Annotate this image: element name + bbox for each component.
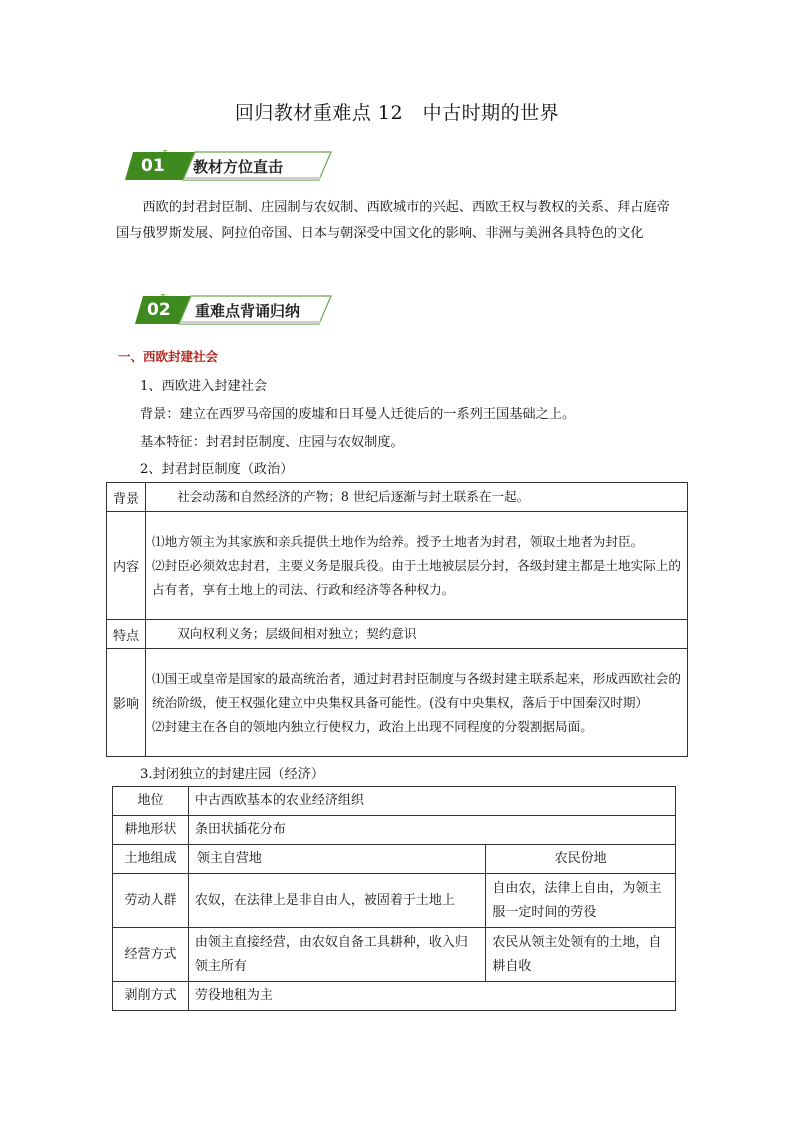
page-title: 回归教材重难点 12 中古时期的世界 [234,102,560,124]
row-key: 特点 [107,620,146,649]
section-label: 重难点背诵归纳 [195,302,301,320]
table-row [107,512,688,620]
row-value [146,483,688,512]
section1-text: 西欧的封君封臣制、庄园制与农奴制、西欧城市的兴起、西欧王权与教权的关系、拜占庭帝国与俄罗斯发展、阿拉伯帝国、日本与朝深受中国文化的影响、非洲与美洲各具特色的文化 [116,200,670,241]
section-number: 02 [147,300,171,320]
cell-serfs: 农奴，在法律上是非自由人，被固着于土地上 [188,874,485,928]
cell-free-peasants: 自由农，法律上自由，为领主服一定时间的劳役 [486,874,676,928]
section-badge-01 [125,150,335,182]
row-key: 背景 [107,483,146,512]
item2: 2、封君封臣制度（政治） [140,462,294,477]
row-line: 社会动荡和自然经济的产物；8 世纪后逐渐与封土联系在一起。 [152,489,530,504]
part1-heading: 一、西欧封建社会 [118,349,219,364]
table-row [113,816,676,845]
row-key: 影响 [107,649,146,757]
table-row [113,874,676,928]
table-row [113,928,676,982]
table-row [107,483,688,512]
row-key: 土地组成 [113,845,189,874]
row-value: 条田状插花分布 [188,816,675,845]
row-key: 剥削方式 [113,982,189,1011]
cell-peasant-land: 农民份地 [486,845,676,874]
section-label: 教材方位直击 [193,158,284,176]
fief-system-table [106,482,688,757]
section-badge-02 [135,294,345,326]
row-key: 耕地形状 [113,816,189,845]
row-value [146,649,688,757]
row-line: ⑵封臣必须效忠封君，主要义务是服兵役。由于土地被层层分封，各级封建主都是土地实际上的占有者，享有土地上的司法、行政和经济等各种权力。 [152,557,681,597]
table-row [113,845,676,874]
item3: 3.封闭独立的封建庄园（经济） [140,767,325,782]
row-line: ⑵封建主在各自的领地内独立行使权力，政治上出现不同程度的分裂割据局面。 [152,718,593,734]
cell-demesne: 领主自营地 [188,845,485,874]
manor-table [112,786,676,1011]
row-value [146,512,688,620]
cell-demesne-mgmt: 由领主直接经营，由农奴自备工具耕种，收入归领主所有 [188,928,485,982]
row-value: 劳役地租为主 [188,982,675,1011]
row-line: 双向权利义务；层级间相对独立；契约意识 [152,626,417,641]
row-key: 经营方式 [113,928,189,982]
table-row [107,649,688,757]
row-value [146,620,688,649]
section-number: 01 [141,156,165,176]
features-line: 基本特征：封君封臣制度、庄园与农奴制度。 [140,435,404,450]
table-row [113,982,676,1011]
row-key: 劳动人群 [113,874,189,928]
row-key: 内容 [107,512,146,620]
item1: 1、西欧进入封建社会 [140,379,268,394]
table-row [107,620,688,649]
row-line: ⑴地方领主为其家族和亲兵提供土地作为给养。授予土地者为封君，领取土地者为封臣。 [152,533,644,549]
table-row [113,787,676,816]
row-key: 地位 [113,787,189,816]
row-value: 中古西欧基本的农业经济组织 [188,787,675,816]
cell-peasant-mgmt: 农民从领主处领有的土地，自耕自收 [486,928,676,982]
background-line: 背景：建立在西罗马帝国的废墟和日耳曼人迁徙后的一系列王国基础之上。 [140,407,576,422]
row-line: ⑴国王或皇帝是国家的最高统治者，通过封君封臣制度与各级封建主联系起来，形成西欧社会的统治阶级，使王权强化建立中央集权具备可能性。(没有中央集权，落后于中国秦汉时期） [152,670,681,710]
